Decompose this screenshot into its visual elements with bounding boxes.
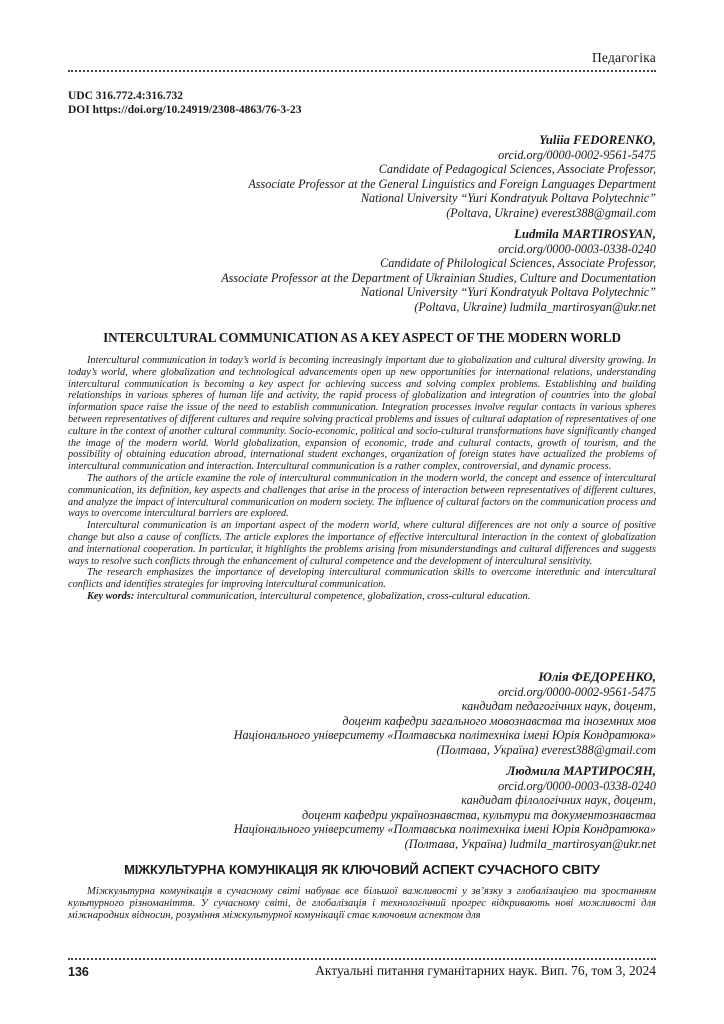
author-degree: кандидат педагогічних наук, доцент, bbox=[461, 699, 656, 714]
author-degree: кандидат філологічних наук, доцент, bbox=[461, 793, 656, 808]
author-orcid[interactable]: orcid.org/0000-0003-0338-0240 bbox=[498, 241, 656, 256]
author-orcid[interactable]: orcid.org/0000-0002-9561-5475 bbox=[498, 147, 656, 162]
author-degree: Candidate of Philological Sciences, Associate Professor, bbox=[380, 256, 656, 271]
journal-citation: Актуальні питання гуманітарних наук. Вип. 76, том 3, 2024 bbox=[315, 963, 656, 978]
footer-dotted-rule bbox=[68, 958, 656, 960]
udc-code: UDC 316.772.4:316.732 bbox=[68, 90, 183, 102]
author-name: Yuliia FEDORENKO, bbox=[539, 133, 656, 147]
author-block-ua-1 bbox=[68, 670, 656, 758]
author-position: доцент кафедри українознавства, культури та документознавства bbox=[301, 807, 656, 822]
author-university: National University “Yuri Kondratyuk Poltava Polytechnic” bbox=[360, 191, 656, 206]
article-title-en: INTERCULTURAL COMMUNICATION AS A KEY ASPECT OF THE MODERN WORLD bbox=[103, 330, 621, 345]
author-degree: Candidate of Pedagogical Sciences, Associate Professor, bbox=[378, 162, 656, 177]
abstract-paragraph: The authors of the article examine the role of intercultural communication in the modern world, the concept and essence of intercultural communication, its definition, key aspects and challenges that arise in the process of interaction between representatives of different cultures, and analyze the impact of intercultural communication on modern society. The influence of cultural factors on the communication process and ways to overcome intercultural barriers are explored. bbox=[68, 472, 656, 520]
author-university: Національного університету «Полтавська політехніка імені Юрія Кондратюка» bbox=[233, 728, 656, 743]
author-name: Ludmila MARTIROSYAN, bbox=[514, 227, 656, 241]
author-university: National University “Yuri Kondratyuk Poltava Polytechnic” bbox=[360, 285, 656, 300]
abstract-ua bbox=[68, 886, 656, 922]
article-title-ua: МІЖКУЛЬТУРНА КОМУНІКАЦІЯ ЯК КЛЮЧОВИЙ АСПЕКТ СУЧАСНОГО СВІТУ bbox=[124, 862, 600, 877]
keywords-en bbox=[68, 591, 656, 603]
running-head-section: Педагогіка bbox=[591, 50, 656, 65]
author-university: Національного університету «Полтавська політехніка імені Юрія Кондратюка» bbox=[233, 822, 656, 837]
author-location-email: (Полтава, Україна) ludmila_martirosyan@ukr.net bbox=[404, 836, 656, 851]
author-location-email: (Полтава, Україна) everest388@gmail.com bbox=[436, 742, 656, 757]
doi-link[interactable]: DOI https://doi.org/10.24919/2308-4863/76-3-23 bbox=[68, 104, 302, 116]
author-location-email: (Poltava, Ukraine) everest388@gmail.com bbox=[446, 205, 656, 220]
author-block-en-2 bbox=[68, 227, 656, 315]
abstract-paragraph: Міжкультурна комунікація в сучасному світі набуває все більшої важливості у зв’язку з глобалізацією та зростанням культурного різноманіття. У сучасному світі, де глобалізація і технологічний прогрес відкривають нові можливості для міжнародних відносин, розуміння міжкультурної комунікації стає ключовим аспектом для bbox=[68, 886, 656, 921]
author-orcid[interactable]: orcid.org/0000-0003-0338-0240 bbox=[498, 778, 656, 793]
article-identifiers bbox=[68, 89, 302, 117]
author-name: Юлія ФЕДОРЕНКО, bbox=[538, 670, 656, 684]
abstract-paragraph: The research emphasizes the importance of developing intercultural communication skills to overcome interethnic and intercultural conflicts and identifies strategies for improving intercultural communication. bbox=[68, 567, 656, 591]
header-dotted-rule bbox=[68, 70, 656, 72]
author-position: доцент кафедри загального мовознавства та іноземних мов bbox=[342, 713, 656, 728]
author-orcid[interactable]: orcid.org/0000-0002-9561-5475 bbox=[498, 684, 656, 699]
author-name: Людмила МАРТИРОСЯН, bbox=[506, 764, 656, 778]
page-number: 136 bbox=[68, 965, 89, 979]
author-position: Associate Professor at the General Linguistics and Foreign Languages Department bbox=[248, 176, 656, 191]
abstract-paragraph: Intercultural communication in today’s world is becoming increasingly important due to globalization and cultural diversity growing. In today’s world, where globalization and technological advancements open up new opportunities for international relations, understanding intercultural communication is becoming a key aspect for achieving success and solving complex problems. Establishing and building relationships in various spheres of human life and activity, the rapid process of globalization and integration of countries into the global information space raise the issue of the need to establish communication. Integration processes involve regular contacts in various spheres between representatives of different cultures and require solving practical problems and issues of cultural adaptation of representatives of one culture in the context of another cultural community. Socio-economic, political and socio-cultural transformations have significantly changed the image of the modern world. World globalization, expansion of economic, trade and cultural contacts, growth of tourism, and the possibility of obtaining education abroad, international student exchanges, organization of foreign states have actualized the problems of intercultural communication and interaction. Intercultural communication is a rather complex, controversial, and dynamic process. bbox=[68, 355, 656, 473]
author-location-email: (Poltava, Ukraine) ludmila_martirosyan@ukr.net bbox=[414, 299, 656, 314]
author-block-en-1 bbox=[68, 133, 656, 221]
author-block-ua-2 bbox=[68, 764, 656, 852]
keywords-label: Key words: bbox=[87, 590, 135, 602]
abstract-paragraph: Intercultural communication is an important aspect of the modern world, where cultural differences are not only a source of positive change but also a cause of conflicts. The article explores the importance of effective intercultural interaction in the context of globalization and international cooperation. In particular, it highlights the problems arising from misunderstandings and cultural differences and suggests ways to resolve such conflicts through the enhancement of cultural competence and the development of intercultural sensitivity. bbox=[68, 520, 656, 567]
abstract-en bbox=[68, 355, 656, 603]
author-position: Associate Professor at the Department of Ukrainian Studies, Culture and Documentation bbox=[221, 270, 656, 285]
keywords-text: intercultural communication, intercultural competence, globalization, cross-cultural education. bbox=[134, 590, 531, 602]
